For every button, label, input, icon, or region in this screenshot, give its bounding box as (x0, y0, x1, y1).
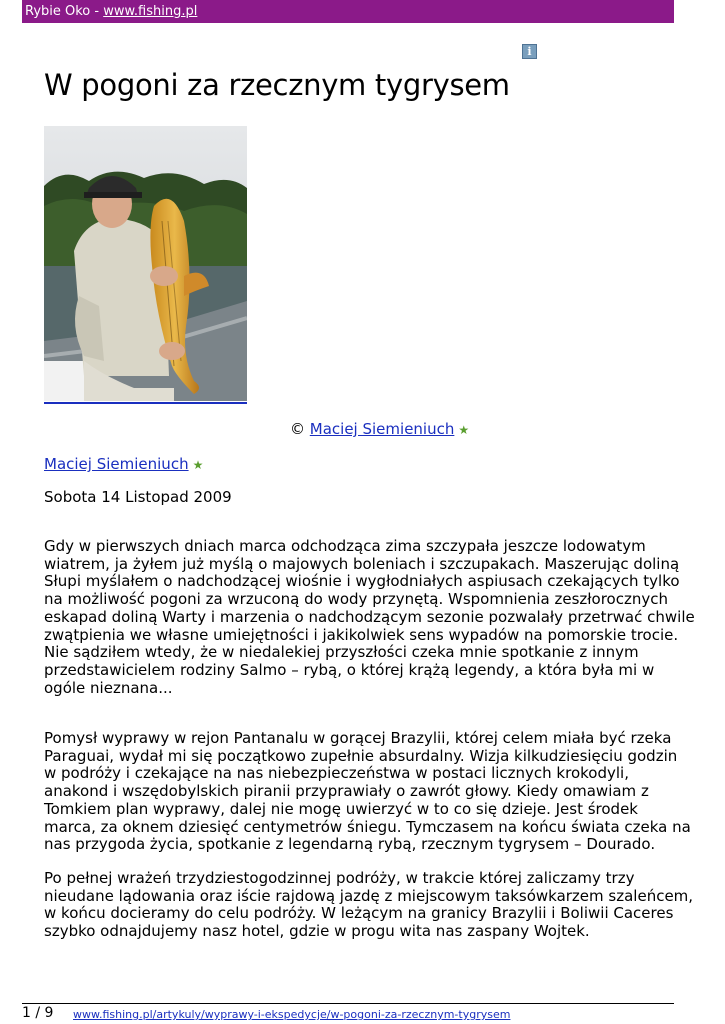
site-header-bar (22, 0, 674, 23)
site-name: Rybie Oko - (25, 4, 104, 19)
article-photo (44, 126, 247, 401)
info-icon[interactable]: i (522, 44, 537, 59)
page-indicator: 1 / 9 (22, 1005, 54, 1021)
author-link[interactable]: Maciej Siemieniuch (44, 455, 189, 473)
footer-article-url[interactable]: www.fishing.pl/artykuly/wyprawy-i-ekspedycje/w-pogoni-za-rzecznym-tygrysem (73, 1008, 511, 1021)
star-icon: ★ (192, 458, 204, 472)
photo-credit-author-link[interactable]: Maciej Siemieniuch (309, 420, 455, 438)
angler-with-dourado-image (44, 126, 247, 401)
footer-divider (22, 1003, 674, 1004)
article-paragraph-2: Pomysł wyprawy w rejon Pantanalu w gorącej Brazylii, której celem miała być rzeka Paraguai, wydał mi się początkowo zupełnie absurdalny. Wizja kilkudziesięciu godzin w podróży i czekające na nas niebezpieczeństwa w postaci licznych krokodyli, anakond i wszędobylskich piranii przyprawiały o zawrót głowy. Kiedy omawiam z Tomkiem plan wyprawy, dalej nie mogę uwierzyć w to co się dzieje. Jest środek marca, za oknem dziesięć centymetrów śniegu. Tymczasem na końcu świata czeka na nas przygoda życia, spotkanie z legendarną rybą, rzecznym tygrysem – Dourado. (44, 729, 691, 854)
article-date: Sobota 14 Listopad 2009 (44, 488, 232, 506)
photo-link-underline (44, 402, 247, 404)
copyright-symbol: © (290, 420, 305, 438)
star-icon: ★ (458, 423, 470, 437)
photo-credit (290, 420, 469, 438)
site-home-link[interactable]: www.fishing.pl (103, 4, 198, 19)
article-title: W pogoni za rzecznym tygrysem (44, 68, 510, 102)
article-author (44, 455, 203, 473)
article-paragraph-1: Gdy w pierwszych dniach marca odchodząca zima szczypała jeszcze lodowatym wiatrem, ja żyłem już myślą o majowych boleniach i szczupakach. Maszerując doliną Słupi myślałem o nadchodzącej wiośnie i wygłodniałych aspiusach czekających tylko na możliwość pogoni za wrzuconą do wody przynętą. Wspomnienia zeszłorocznych eskapad doliną Warty i marzenia o nadchodzącym sezonie pozwalały przetrwać chwile zwątpienia we własne umiejętności i jakikolwiek sens wypadów na pomorskie trocie. Nie sądziłem wtedy, że w niedalekiej przyszłości czeka mnie spotkanie z innym przedstawicielem rodziny Salmo – rybą, o której krążą legendy, a która była mi w ogóle nieznana... (44, 537, 695, 697)
article-paragraph-3: Po pełnej wrażeń trzydziestogodzinnej podróży, w trakcie której zaliczamy trzy nieudane lądowania oraz iście rajdową jazdę z miejscowym taksówkarzem szaleńcem, w końcu docieramy do celu podróży. W leżącym na granicy Brazylii i Boliwii Caceres szybko odnajdujemy nasz hotel, gdzie w progu wita nas zaspany Wojtek. (44, 869, 694, 941)
